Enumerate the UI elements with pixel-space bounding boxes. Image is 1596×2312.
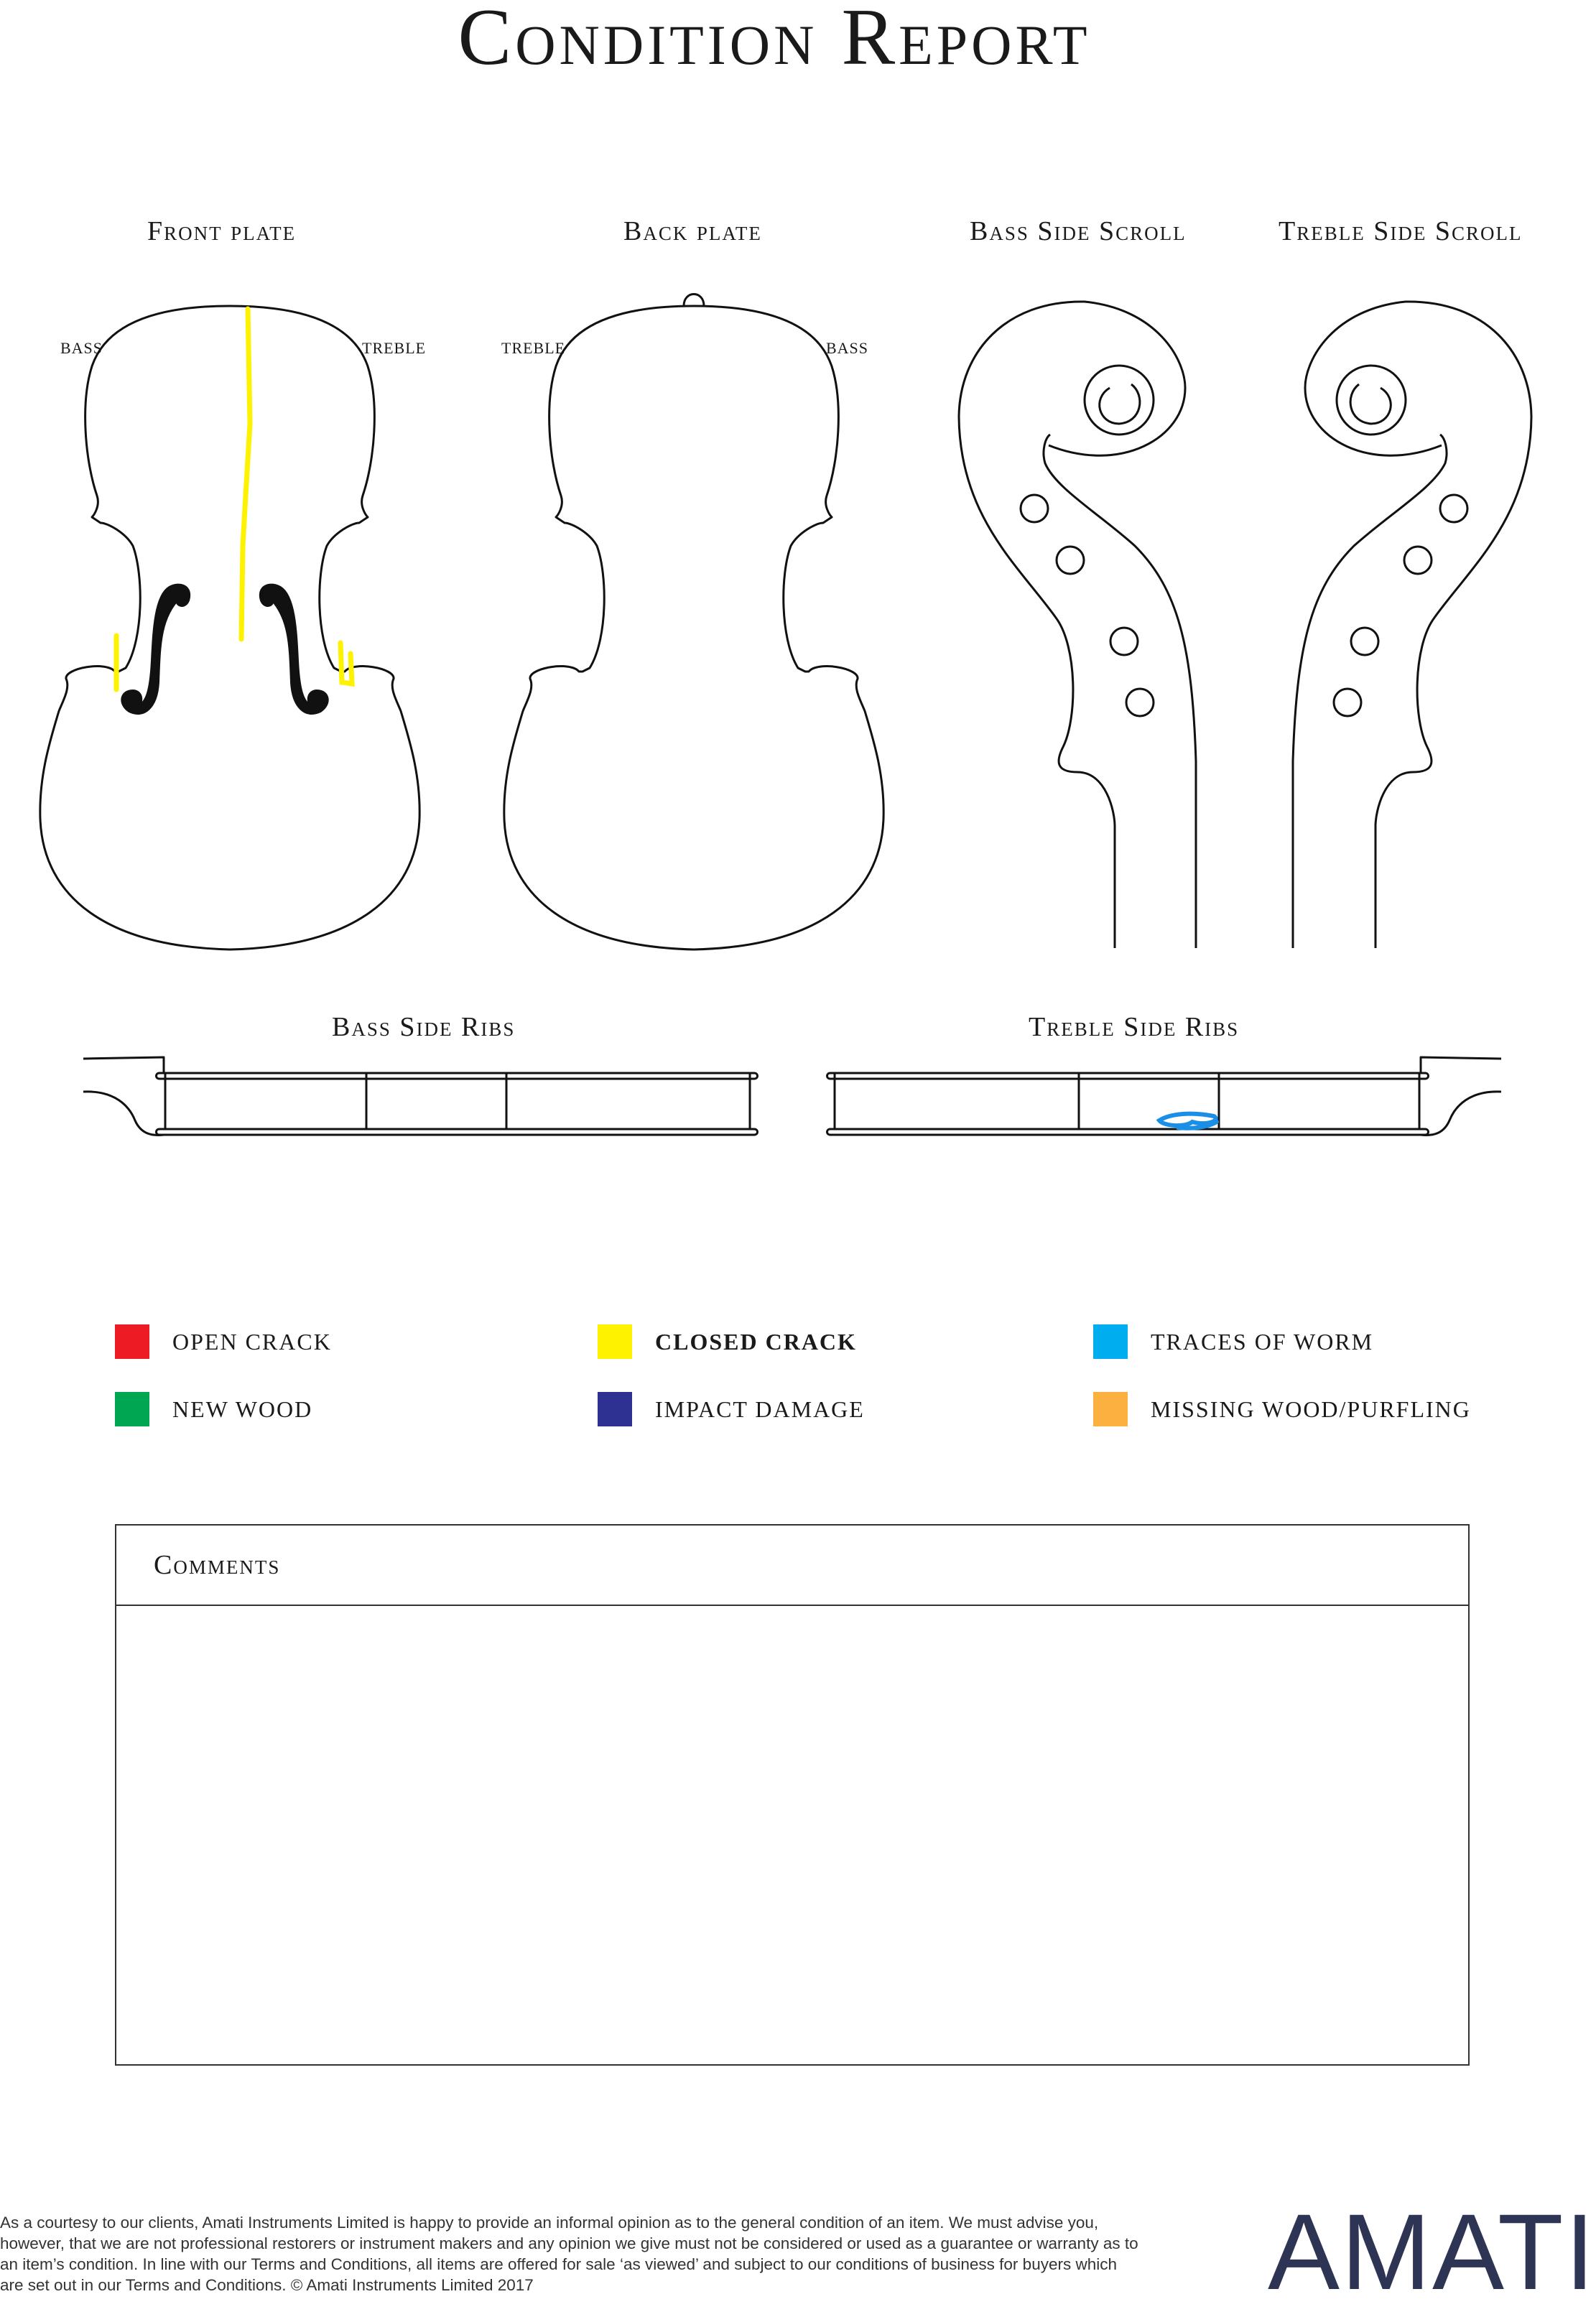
legend-missing-wood-purfling xyxy=(1093,1391,1471,1427)
back-bass-side-label: BASS xyxy=(826,339,869,357)
legend-closed-crack xyxy=(598,1324,857,1360)
comments-header xyxy=(116,1526,1468,1606)
disclaimer-text: As a courtesy to our clients, Amati Instruments Limited is happy to provide an informal opinion as to the general condition of an item. We must advise you, however, that we are not professional restorers or instrument makers and any opinion we give must not be considered or used as a guarantee or warranty as to an item’s condition. In line with our Terms and Conditions, all items are offered for sale ‘as viewed’ and subject to our conditions of business for buyers which are set out in our Terms and Conditions. © Amati Instruments Limited 2017 xyxy=(0,2214,1138,2294)
open-crack-swatch xyxy=(115,1324,149,1359)
bass-side-ribs-label: Bass Side Ribs xyxy=(332,1012,516,1042)
back-plate-outline xyxy=(504,306,883,950)
legend-new-wood xyxy=(115,1391,312,1427)
impact-damage-swatch xyxy=(598,1392,632,1426)
legend-traces-of-worm xyxy=(1093,1324,1373,1360)
front-plate-label: Front plate xyxy=(147,216,297,246)
bass-side-ribs-outline xyxy=(157,1073,758,1135)
closed-crack-label: CLOSED CRACK xyxy=(655,1328,857,1355)
back-treble-side-label: TREBLE xyxy=(501,339,566,357)
worm-trace-mark-treble-ribs xyxy=(1159,1114,1217,1128)
front-plate-outline xyxy=(40,306,419,950)
back-button xyxy=(684,294,704,307)
treble-side-scroll-outline xyxy=(1305,302,1531,948)
treble-side-ribs-outline xyxy=(827,1073,1429,1135)
comments-body xyxy=(116,1606,1468,2064)
missing-wood-purfling-label: MISSING WOOD/PURFLING xyxy=(1151,1396,1471,1422)
new-wood-label: NEW WOOD xyxy=(172,1396,313,1422)
treble-side-ribs-label: Treble Side Ribs xyxy=(1029,1012,1240,1042)
missing-wood-purfling-swatch xyxy=(1093,1392,1128,1426)
back-plate-label: Back plate xyxy=(623,216,762,246)
closed-crack-mark-treble-f-hole xyxy=(340,643,352,684)
bass-side-scroll-outline xyxy=(959,302,1185,948)
comments-box xyxy=(115,1524,1470,2066)
open-crack-label: OPEN CRACK xyxy=(172,1328,332,1355)
comments-heading: Comments xyxy=(154,1550,281,1580)
treble-f-hole xyxy=(261,585,328,713)
legend-open-crack xyxy=(115,1324,332,1360)
impact-damage-label: IMPACT DAMAGE xyxy=(655,1396,865,1422)
bass-f-hole xyxy=(122,585,189,713)
legend-impact-damage xyxy=(598,1391,865,1427)
closed-crack-swatch xyxy=(598,1324,632,1359)
front-treble-side-label: TREBLE xyxy=(362,339,427,357)
front-bass-side-label: BASS xyxy=(60,339,103,357)
traces-of-worm-swatch xyxy=(1093,1324,1128,1359)
treble-side-scroll-label: Treble Side Scroll xyxy=(1279,216,1523,246)
traces-of-worm-label: TRACES OF WORM xyxy=(1151,1328,1374,1355)
page-title: Condition Report xyxy=(458,0,1091,82)
amati-logo: AMATI xyxy=(1268,2191,1596,2312)
instrument-diagram xyxy=(0,0,1549,1185)
closed-crack-mark-centre-joint xyxy=(241,309,250,639)
bass-side-scroll-label: Bass Side Scroll xyxy=(970,216,1187,246)
new-wood-swatch xyxy=(115,1392,149,1426)
